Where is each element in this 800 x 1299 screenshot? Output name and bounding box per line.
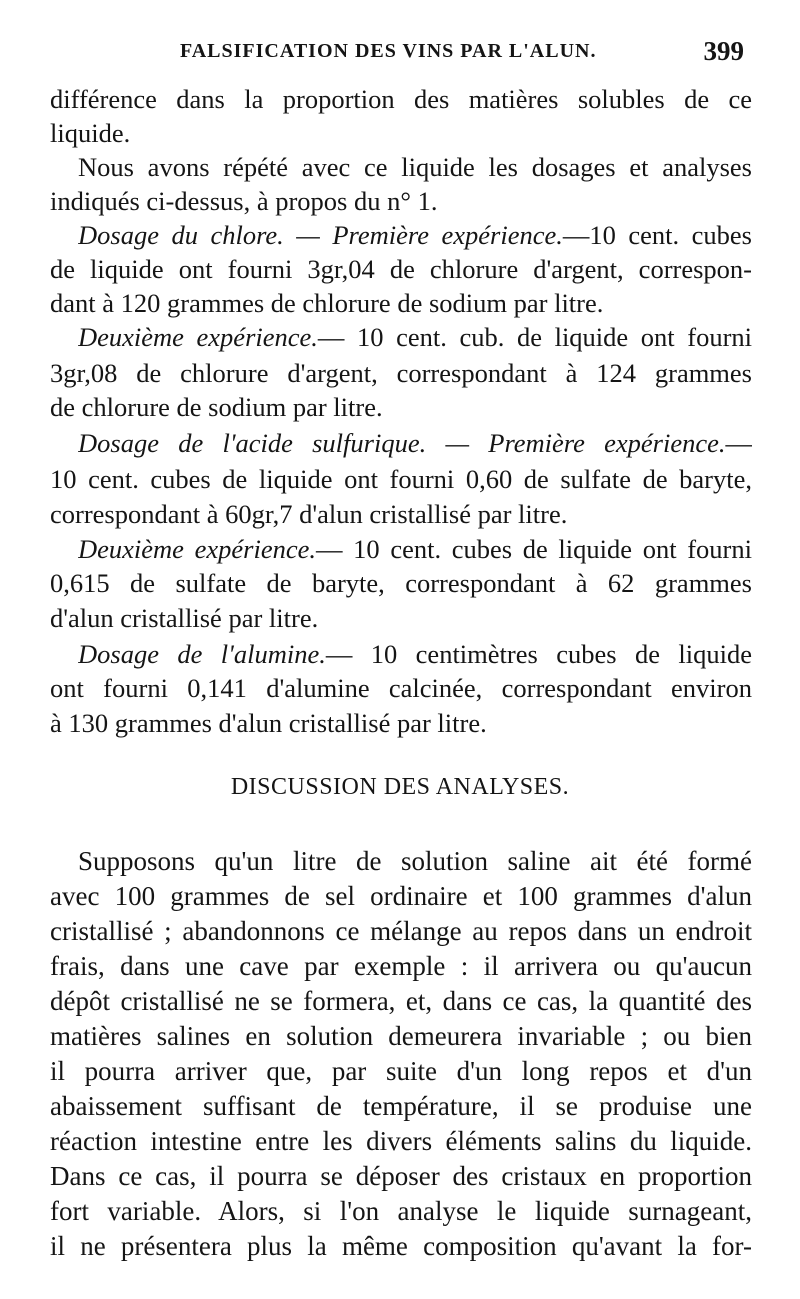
text-line: réaction intestine entre les divers éléments salins du liquide. <box>50 1126 752 1156</box>
text-line: abaissement suffisant de température, il se produise une <box>50 1091 752 1121</box>
text-line: cristallisé ; abandonnons ce mélange au repos dans un endroit <box>50 916 752 946</box>
text-line: correspondant à 60gr,7 d'alun cristallisé par litre. <box>50 499 568 529</box>
text-line: à 130 grammes d'alun cristallisé par litre. <box>50 708 487 738</box>
section-label: Dosage de l'acide sulfurique. — Première expérience. <box>78 428 726 458</box>
page-header <box>0 36 800 76</box>
section-label: Deuxième expérience. <box>78 322 318 352</box>
text-line: frais, dans une cave par exemple : il arrivera ou qu'aucun <box>50 951 752 981</box>
text-line: de liquide ont fourni 3gr,04 de chlorure d'argent, correspon- <box>50 254 752 284</box>
section-heading: DISCUSSION DES ANALYSES. <box>230 774 570 800</box>
text-line: 3gr,08 de chlorure d'argent, correspondant à 124 grammes <box>50 358 752 388</box>
text-line <box>78 426 752 462</box>
running-title: FALSIFICATION DES VINS PAR L'ALUN. <box>180 40 597 62</box>
text-line: d'alun cristallisé par litre. <box>50 603 319 633</box>
text-line: 0,615 de sulfate de baryte, correspondant à 62 grammes <box>50 568 752 598</box>
text-line: dépôt cristallisé ne se formera, et, dans ce cas, la quantité des <box>50 986 752 1016</box>
text-line <box>78 218 752 254</box>
text-line <box>78 320 752 356</box>
text-line: Supposons qu'un litre de solution saline ait été formé <box>78 846 752 876</box>
text-line <box>78 532 752 568</box>
text-line: dant à 120 grammes de chlorure de sodium par litre. <box>50 288 604 318</box>
section-label: Dosage de l'alumine. <box>78 639 326 669</box>
page-number: 399 <box>703 36 744 66</box>
text-span: — 10 cent. cubes de liquide ont fourni <box>315 534 752 564</box>
text-line: Dans ce cas, il pourra se déposer des cristaux en proportion <box>50 1161 752 1191</box>
text-line: matières salines en solution demeurera invariable ; ou bien <box>50 1021 752 1051</box>
text-line: Nous avons répété avec ce liquide les dosages et analyses <box>78 152 752 182</box>
text-line: 10 cent. cubes de liquide ont fourni 0,60 de sulfate de baryte, <box>50 464 752 494</box>
text-line: ont fourni 0,141 d'alumine calcinée, correspondant environ <box>50 673 752 703</box>
section-label: Deuxième expérience. <box>78 534 316 564</box>
text-line <box>78 637 752 673</box>
text-span: — <box>725 428 752 458</box>
text-span: — 10 centimètres cubes de liquide <box>325 639 752 669</box>
text-span: — 10 cent. cub. de liquide ont fourni <box>317 322 752 352</box>
text-line: fort variable. Alors, si l'on analyse le liquide surnageant, <box>50 1196 752 1226</box>
text-line: avec 100 grammes de sel ordinaire et 100 grammes d'alun <box>50 881 752 911</box>
text-line: liquide. <box>50 118 131 148</box>
text-line: différence dans la proportion des matières solubles de ce <box>50 84 752 114</box>
text-span: —10 cent. cubes <box>562 220 752 250</box>
text-line: il ne présentera plus la même composition qu'avant la for- <box>50 1231 752 1261</box>
text-line: il pourra arriver que, par suite d'un long repos et d'un <box>50 1056 752 1086</box>
text-line: de chlorure de sodium par litre. <box>50 392 383 422</box>
text-line: indiqués ci-dessus, à propos du n° 1. <box>50 186 438 216</box>
section-label: Dosage du chlore. — Première expérience. <box>78 220 563 250</box>
